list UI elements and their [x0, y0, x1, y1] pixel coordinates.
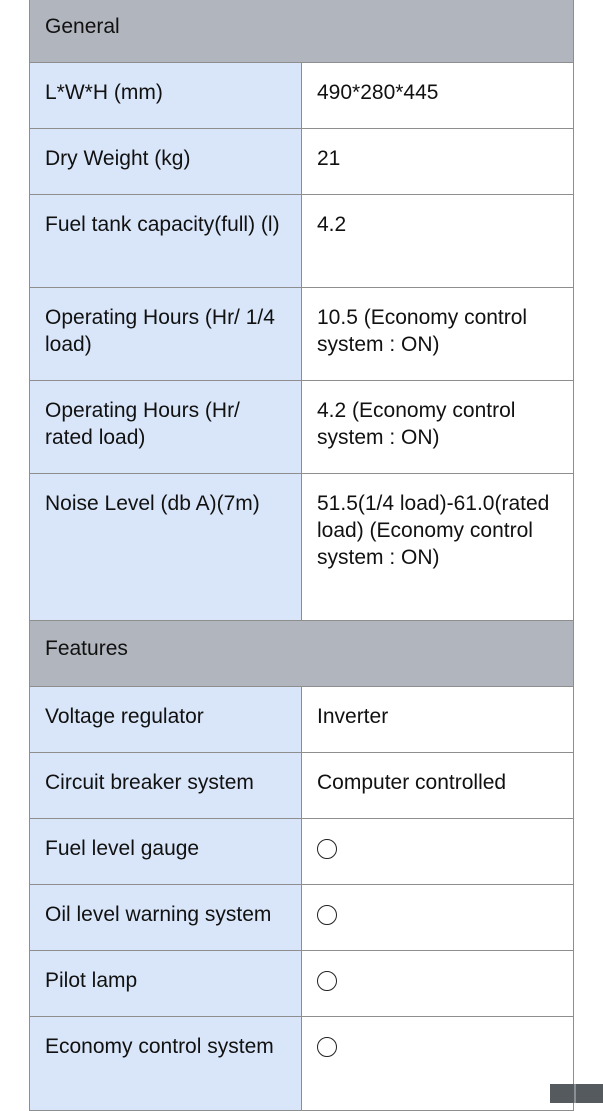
circle-icon [317, 905, 337, 925]
row-label: Fuel tank capacity(full) (l) [30, 195, 302, 288]
circle-icon [317, 971, 337, 991]
row-label: Circuit breaker system [30, 753, 302, 819]
table-row [30, 951, 574, 1017]
row-value: 51.5(1/4 load)-61.0(rated load) (Economy control system : ON) [302, 474, 574, 621]
table-row [30, 195, 574, 288]
row-label: Voltage regulator [30, 687, 302, 753]
row-label: Fuel level gauge [30, 819, 302, 885]
row-value: 4.2 (Economy control system : ON) [302, 381, 574, 474]
row-value [302, 819, 574, 885]
row-value [302, 951, 574, 1017]
row-label: Operating Hours (Hr/ rated load) [30, 381, 302, 474]
row-value: Inverter [302, 687, 574, 753]
row-label: Oil level warning system [30, 885, 302, 951]
section-title: Features [30, 621, 574, 687]
row-label: Dry Weight (kg) [30, 129, 302, 195]
row-label: Operating Hours (Hr/ 1/4 load) [30, 288, 302, 381]
table-row [30, 474, 574, 621]
row-value: 4.2 [302, 195, 574, 288]
table-row [30, 819, 574, 885]
row-label: Pilot lamp [30, 951, 302, 1017]
row-label: L*W*H (mm) [30, 63, 302, 129]
table-row [30, 288, 574, 381]
row-value [302, 885, 574, 951]
row-value [302, 1017, 574, 1111]
table-row [30, 129, 574, 195]
row-value: 21 [302, 129, 574, 195]
table-row [30, 687, 574, 753]
row-label: Economy control system [30, 1017, 302, 1111]
scroll-to-top-button[interactable] [550, 1084, 603, 1103]
circle-icon [317, 1037, 337, 1057]
table-row [30, 753, 574, 819]
table-row [30, 885, 574, 951]
spec-table [29, 0, 574, 1111]
circle-icon [317, 839, 337, 859]
table-row [30, 1017, 574, 1111]
row-value: 490*280*445 [302, 63, 574, 129]
section-header-features [30, 621, 574, 687]
section-title: General [30, 0, 574, 63]
table-row [30, 381, 574, 474]
section-header-general [30, 0, 574, 63]
table-row [30, 63, 574, 129]
row-value: 10.5 (Economy control system : ON) [302, 288, 574, 381]
row-label: Noise Level (db A)(7m) [30, 474, 302, 621]
row-value: Computer controlled [302, 753, 574, 819]
